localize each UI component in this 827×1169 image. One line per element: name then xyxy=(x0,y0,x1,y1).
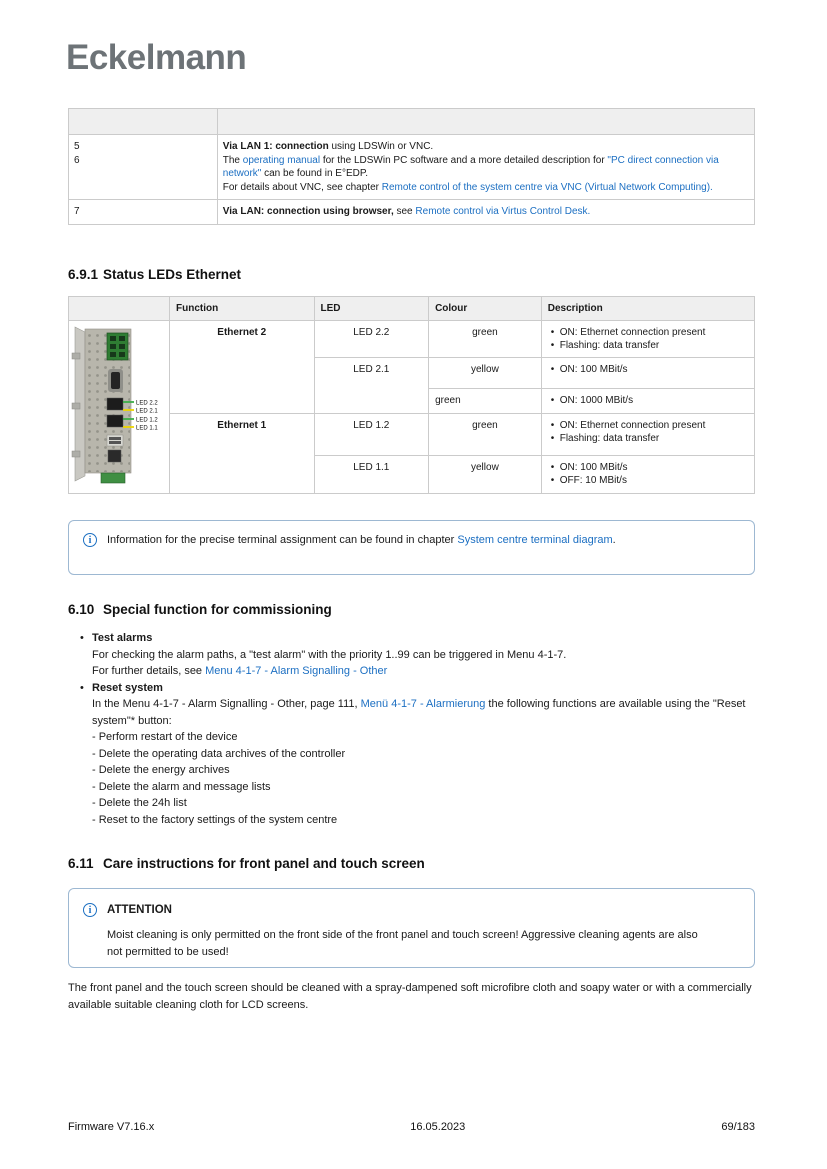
led-cell: LED 2.2 xyxy=(314,321,429,358)
link-terminal-diagram[interactable]: System centre terminal diagram xyxy=(457,534,613,546)
header-cell-colour: Colour xyxy=(429,297,542,321)
description-list xyxy=(548,326,748,352)
description-list xyxy=(548,363,748,376)
row-number: 5 xyxy=(74,141,80,152)
device-photo xyxy=(71,325,167,485)
header-cell-empty xyxy=(69,109,218,135)
table-header-row xyxy=(69,297,755,321)
text: For further details, see xyxy=(92,665,206,677)
attention-icon: i xyxy=(83,903,97,917)
function-cell: Ethernet 2 xyxy=(170,321,315,414)
link-operating-manual[interactable]: operating manual xyxy=(242,154,321,166)
text: . xyxy=(612,534,616,546)
description-item: • ON: 1000 MBit/s xyxy=(548,394,748,407)
device-photo-cell xyxy=(69,321,170,494)
table-row xyxy=(69,321,755,358)
table-row xyxy=(69,200,755,225)
led-cell: LED 1.2 xyxy=(314,414,429,456)
section-heading-special-function xyxy=(68,602,332,617)
text-line: For checking the alarm paths, a "test alarm" with the priority 1..99 can be triggered in Menu 4-1-7. xyxy=(92,648,567,661)
table-row xyxy=(69,414,755,456)
link-menu-417-alarmierung[interactable]: Menü 4-1-7 - Alarmierung xyxy=(360,698,486,710)
text: In the Menu 4-1-7 - Alarm Signalling - Other, page 111, xyxy=(92,698,361,710)
bold-text: Via LAN 1: connection xyxy=(222,141,329,152)
table-row xyxy=(69,135,755,200)
description-cell xyxy=(541,321,754,358)
row-description-cell xyxy=(217,200,754,225)
section-number: 6.10 xyxy=(68,602,95,617)
reset-function-item: - Delete the energy archives xyxy=(92,764,230,776)
led-cell: LED 1.1 xyxy=(314,456,429,494)
photo-label-led21: LED 2.1 xyxy=(136,408,158,415)
text: The xyxy=(222,154,243,166)
section-number: 6.11 xyxy=(68,856,94,871)
special-function-list xyxy=(68,630,755,828)
section-title: Special function for commissioning xyxy=(103,602,332,617)
colour-cell: yellow xyxy=(429,358,542,389)
colour-cell: green xyxy=(429,321,542,358)
description-item: • ON: Ethernet connection present xyxy=(548,419,748,432)
text: for the LDSWin PC software and a more detailed description for xyxy=(320,154,608,166)
info-note-box xyxy=(68,520,755,575)
page-footer xyxy=(68,1121,755,1133)
row-description-cell xyxy=(217,135,754,200)
section-number: 6.9.1 xyxy=(68,267,99,282)
link-pc-direct-connection[interactable]: "PC direct connection via network" xyxy=(222,154,719,180)
description-item: • ON: 100 MBit/s xyxy=(548,461,748,474)
description-cell xyxy=(541,414,754,456)
reset-function-item: - Delete the operating data archives of the controller xyxy=(92,747,346,760)
header-cell-function: Function xyxy=(170,297,315,321)
description-item: • ON: Ethernet connection present xyxy=(548,326,748,339)
text: using LDSWin or VNC. xyxy=(328,141,434,152)
footer-date: 16.05.2023 xyxy=(410,1121,466,1133)
description-cell xyxy=(541,456,754,494)
bullet-title-reset-system: • Reset system xyxy=(68,680,755,697)
attention-body: Moist cleaning is only permitted on the front side of the front panel and touch screen! Aggressive cleaning agents are also not permitted to be used! xyxy=(107,929,698,958)
info-icon: i xyxy=(83,533,97,547)
row-number-cell xyxy=(69,135,218,200)
text: the following functions are available using the "Reset system"* button: xyxy=(92,698,746,727)
attention-title: ATTENTION xyxy=(107,904,172,916)
photo-label-led11: LED 1.1 xyxy=(136,425,158,432)
colour-cell: green xyxy=(429,389,542,414)
reset-function-item: - Delete the alarm and message lists xyxy=(92,780,271,793)
colour-cell: yellow xyxy=(429,456,542,494)
section-heading-status-leds xyxy=(68,267,241,282)
footer-firmware-version: Firmware V7.16.x xyxy=(68,1121,155,1133)
photo-label-led12: LED 1.2 xyxy=(136,417,158,424)
header-cell-description: Description xyxy=(541,297,754,321)
description-cell xyxy=(541,389,754,414)
row-number-cell xyxy=(69,200,218,225)
table-header-row xyxy=(69,109,755,135)
header-cell-empty xyxy=(217,109,754,135)
footer-page-number: 69/183 xyxy=(721,1121,755,1133)
colour-cell: green xyxy=(429,414,542,456)
text: can be found in E°EDP. xyxy=(261,168,369,180)
description-list xyxy=(548,394,748,407)
text: see xyxy=(393,206,416,218)
reset-function-item: - Reset to the factory settings of the system centre xyxy=(92,813,338,826)
description-list xyxy=(548,419,748,445)
led-cell: LED 2.1 xyxy=(314,358,429,414)
eckelmann-logo: Eckelmann xyxy=(66,38,247,77)
section-heading-care-instructions xyxy=(68,856,425,871)
row-number: 6 xyxy=(74,154,80,166)
bold-text: Via LAN: connection using browser, xyxy=(222,206,394,218)
description-item: • Flashing: data transfer xyxy=(548,339,748,352)
status-led-table xyxy=(68,296,755,494)
text: Information for the precise terminal assignment can be found in chapter xyxy=(107,534,458,546)
description-item: • OFF: 10 MBit/s xyxy=(548,474,748,487)
connection-table xyxy=(68,108,755,225)
link-remote-control-vnc[interactable]: Remote control of the system centre via VNC (Virtual Network Computing). xyxy=(381,181,713,193)
info-note-text xyxy=(107,532,717,549)
function-cell: Ethernet 1 xyxy=(170,414,315,494)
link-virtus-control-desk[interactable]: Remote control via Virtus Control Desk. xyxy=(415,206,591,218)
description-item: • ON: 100 MBit/s xyxy=(548,363,748,376)
description-item: • Flashing: data transfer xyxy=(548,432,748,445)
attention-box xyxy=(68,888,755,968)
description-cell xyxy=(541,358,754,389)
text-line xyxy=(68,696,755,729)
bullet-title-test-alarms: • Test alarms xyxy=(68,630,755,647)
text: For details about VNC, see chapter xyxy=(222,181,382,193)
closing-paragraph: The front panel and the touch screen should be cleaned with a spray-dampened soft microfibre cloth and soapy water or with a commercially available suitable cleaning cloth for LCD screens. xyxy=(68,982,752,1011)
row-number: 7 xyxy=(74,206,80,218)
description-list xyxy=(548,461,748,487)
reset-function-item: - Perform restart of the device xyxy=(92,731,238,743)
section-title: Care instructions for front panel and touch screen xyxy=(103,856,425,871)
photo-label-led22: LED 2.2 xyxy=(136,400,158,407)
header-cell-empty xyxy=(69,297,170,321)
reset-function-item: - Delete the 24h list xyxy=(92,797,187,809)
text-line xyxy=(68,663,755,680)
section-title: Status LEDs Ethernet xyxy=(103,267,242,282)
link-menu-417-alarm-signalling[interactable]: Menu 4-1-7 - Alarm Signalling - Other xyxy=(205,665,388,677)
header-cell-led: LED xyxy=(314,297,429,321)
